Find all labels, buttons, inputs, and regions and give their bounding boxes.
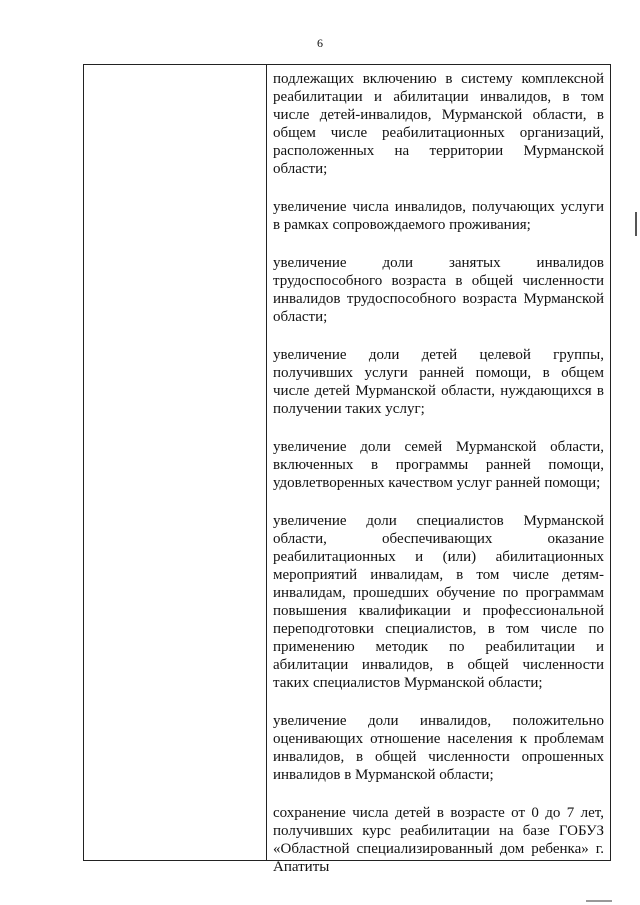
scan-artifact (635, 212, 637, 236)
indicator-text: увеличение доли семей Мурманской области, включенных в программы ранней помощи, удовлетворенных качеством услуг ранней помощи; (273, 439, 604, 491)
indicator-text: сохранение числа детей в возрасте от 0 до 7 лет, получивших курс реабилитации на базе ГОБУЗ «Областной специализированный дом ребенка» г. Апатиты (273, 805, 604, 875)
indicator-text: увеличение числа инвалидов, получающих услуги в рамках сопровождаемого проживания; (273, 199, 604, 233)
table-right-cell (267, 65, 610, 875)
table-left-cell (84, 65, 267, 860)
indicator-text: увеличение доли инвалидов, положительно оценивающих отношение населения к проблемам инвалидов, в общей численности опрошенных инвалидов в Мурманской области; (273, 713, 604, 783)
indicator-text: увеличение доли занятых инвалидов трудоспособного возраста в общей численности инвалидов трудоспособного возраста Мурманской области; (273, 255, 604, 325)
indicator-text: подлежащих включению в систему комплексной реабилитации и абилитации инвалидов, в том числе детей-инвалидов, Мурманской области, в общем числе реабилитационных организаций, расположенных на территории Мурманской области; (273, 71, 604, 177)
scan-artifact (586, 900, 612, 902)
indicator-text: увеличение доли специалистов Мурманской области, обеспечивающих оказание реабилитационных и (или) абилитационных мероприятий инвалидам, в том числе детям-инвалидам, прошедших обучение по программам повышения квалификации и профессиональной переподготовки специалистов, в том числе по применению методик по реабилитации и абилитации инвалидов, в общей численности таких специалистов Мурманской области; (273, 513, 604, 691)
indicator-text: увеличение доли детей целевой группы, получивших услуги ранней помощи, в общем числе детей Мурманской области, нуждающихся в получении таких услуг; (273, 347, 604, 417)
page-number: 6 (317, 36, 323, 50)
document-table (83, 64, 611, 875)
